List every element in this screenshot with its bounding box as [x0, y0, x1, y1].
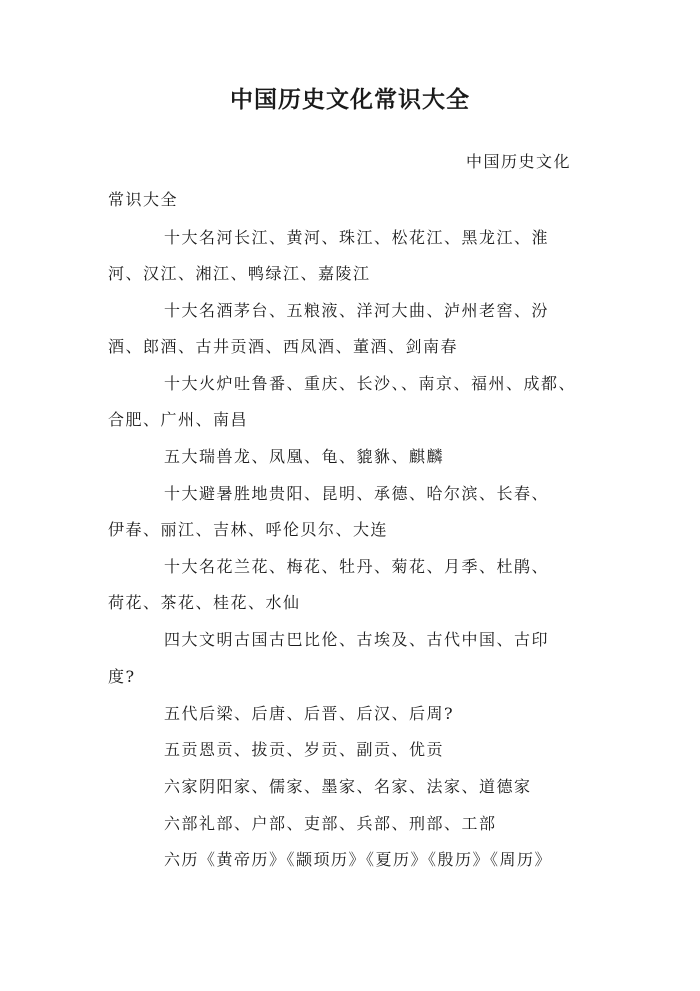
paragraph-line: 十大火炉吐鲁番、重庆、长沙、、南京、福州、成都、 — [164, 374, 577, 393]
paragraph-line: 五代后梁、后唐、后晋、后汉、后周? — [164, 704, 455, 723]
paragraph-line: 常识大全 — [108, 190, 179, 209]
subtitle-right: 中国历史文化 — [466, 152, 572, 171]
paragraph-line: 六历《黄帝历》《颛顼历》《夏历》《殷历》《周历》 — [164, 850, 553, 869]
paragraph-line: 十大避暑胜地贵阳、昆明、承德、哈尔滨、长春、 — [164, 484, 550, 503]
paragraph-line: 十大名河长江、黄河、珠江、松花江、黑龙江、淮 — [164, 228, 550, 247]
paragraph-line: 河、汉江、湘江、鸭绿江、嘉陵江 — [108, 264, 371, 283]
page-title: 中国历史文化常识大全 — [230, 86, 470, 113]
paragraph-line: 四大文明古国古巴比伦、古埃及、古代中国、古印 — [164, 630, 550, 649]
paragraph-line: 十大名酒茅台、五粮液、洋河大曲、泸州老窖、汾 — [164, 301, 550, 320]
paragraph-line: 伊春、丽江、吉林、呼伦贝尔、大连 — [108, 520, 389, 539]
paragraph-line: 度? — [108, 667, 136, 686]
paragraph-line: 六部礼部、户部、吏部、兵部、刑部、工部 — [164, 814, 497, 833]
paragraph-line: 荷花、茶花、桂花、水仙 — [108, 593, 301, 612]
paragraph-line: 五大瑞兽龙、凤凰、龟、貔貅、麒麟 — [164, 447, 445, 466]
paragraph-line: 十大名花兰花、梅花、牡丹、菊花、月季、杜鹃、 — [164, 557, 550, 576]
paragraph-line: 合肥、广州、南昌 — [108, 410, 249, 429]
paragraph-line: 酒、郎酒、古井贡酒、西凤酒、董酒、剑南春 — [108, 337, 459, 356]
paragraph-line: 六家阴阳家、儒家、墨家、名家、法家、道德家 — [164, 777, 532, 796]
paragraph-line: 五贡恩贡、拔贡、岁贡、副贡、优贡 — [164, 740, 445, 759]
